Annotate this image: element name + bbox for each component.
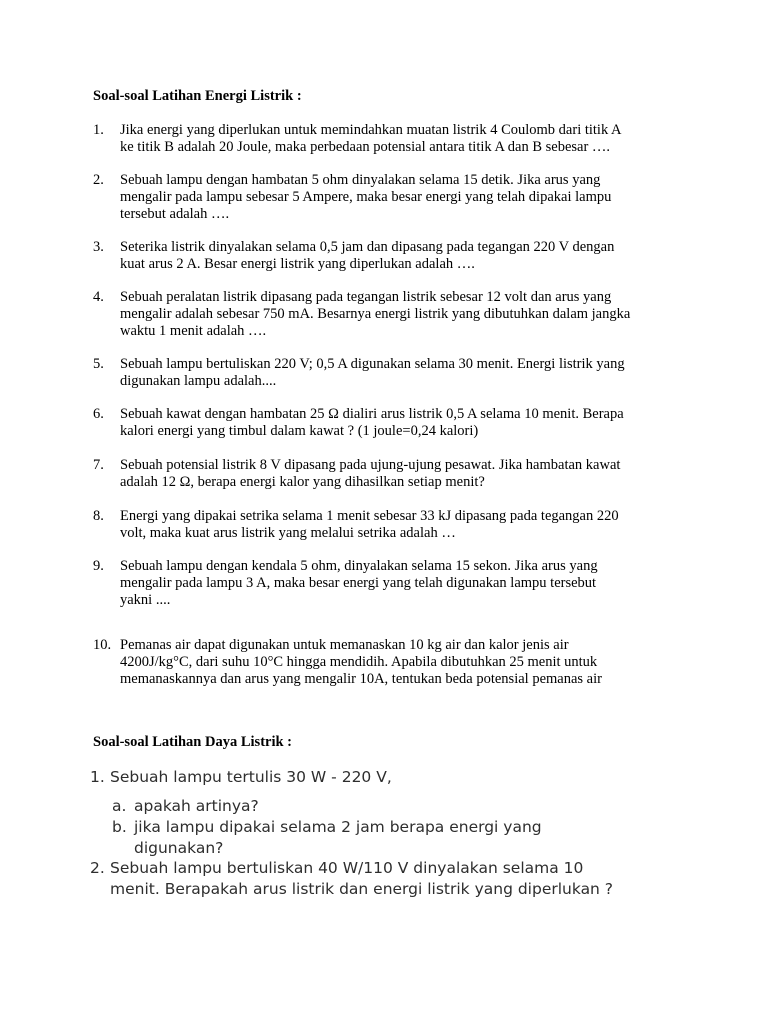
power-question-2 (90, 858, 690, 900)
question-text: Pemanas air dapat digunakan untuk memanaskan 10 kg air dan kalor jenis air 4200J/kg°C, dari suhu 10°C hingga mendidih. Apabila dibutuhkan 25 menit untuk memanaskannya dan arus yang mengalir 10A, tentukan beda potensial pemanas air (120, 637, 602, 687)
subquestion-text: jika lampu dipakai selama 2 jam berapa energi yang digunakan? (134, 818, 542, 857)
subquestion-text: apakah artinya? (134, 797, 259, 815)
question-number: 7. (93, 457, 104, 473)
energy-question-2 (93, 172, 683, 223)
question-number: 2. (90, 859, 105, 877)
energy-question-1 (93, 122, 683, 156)
question-number: 5. (93, 356, 104, 372)
question-text: Sebuah lampu tertulis 30 W - 220 V, (110, 768, 392, 786)
question-number: 1. (93, 122, 104, 138)
question-text: Sebuah lampu dengan kendala 5 ohm, dinyalakan selama 15 sekon. Jika arus yang mengalir pada lampu 3 A, maka besar energi yang telah digunakan lampu tersebut yakni .... (120, 558, 598, 608)
question-number: 1. (90, 768, 105, 786)
energy-question-10 (93, 637, 683, 688)
question-number: 2. (93, 172, 104, 188)
question-number: 8. (93, 508, 104, 524)
question-number: 9. (93, 558, 104, 574)
energy-section-heading: Soal-soal Latihan Energi Listrik : (93, 88, 302, 104)
question-text: Jika energi yang diperlukan untuk memindahkan muatan listrik 4 Coulomb dari titik A ke titik B adalah 20 Joule, maka perbedaan potensial antara titik A dan B sebesar …. (120, 122, 622, 155)
question-text: Sebuah lampu bertuliskan 40 W/110 V dinyalakan selama 10 menit. Berapakah arus listrik dan energi listrik yang diperlukan ? (110, 859, 614, 898)
power-question-1 (90, 767, 690, 788)
subquestion-letter: b. (112, 818, 127, 836)
question-text: Sebuah lampu bertuliskan 220 V; 0,5 A digunakan selama 30 menit. Energi listrik yang digunakan lampu adalah.... (120, 356, 625, 389)
energy-question-8 (93, 508, 683, 542)
question-text: Energi yang dipakai setrika selama 1 menit sebesar 33 kJ dipasang pada tegangan 220 volt, maka kuat arus listrik yang melalui setrika adalah … (120, 508, 619, 541)
power-section-heading: Soal-soal Latihan Daya Listrik : (93, 734, 292, 750)
energy-question-6 (93, 406, 683, 440)
energy-question-3 (93, 239, 683, 273)
energy-question-4 (93, 289, 683, 340)
question-text: Sebuah peralatan listrik dipasang pada tegangan listrik sebesar 12 volt dan arus yang mengalir adalah sebesar 750 mA. Besarnya energi listrik yang dibutuhkan dalam jangka waktu 1 menit adalah …. (120, 289, 631, 339)
subquestion-letter: a. (112, 797, 127, 815)
question-number: 10. (93, 637, 112, 653)
power-question-1a (112, 796, 672, 817)
power-question-1b (112, 817, 672, 859)
energy-question-5 (93, 356, 683, 390)
question-number: 4. (93, 289, 104, 305)
question-text: Sebuah potensial listrik 8 V dipasang pada ujung-ujung pesawat. Jika hambatan kawat adalah 12 Ω, berapa energi kalor yang dihasilkan setiap menit? (120, 457, 621, 490)
question-text: Sebuah lampu dengan hambatan 5 ohm dinyalakan selama 15 detik. Jika arus yang mengalir pada lampu sebesar 5 Ampere, maka besar energi yang telah dipakai lampu tersebut adalah …. (120, 172, 612, 222)
energy-question-9 (93, 558, 683, 609)
question-text: Seterika listrik dinyalakan selama 0,5 jam dan dipasang pada tegangan 220 V dengan kuat arus 2 A. Besar energi listrik yang diperlukan adalah …. (120, 239, 615, 272)
question-number: 3. (93, 239, 104, 255)
energy-question-7 (93, 457, 683, 491)
question-text: Sebuah kawat dengan hambatan 25 Ω dialiri arus listrik 0,5 A selama 10 menit. Berapa kalori energi yang timbul dalam kawat ? (1 joule=0,24 kalori) (120, 406, 624, 439)
question-number: 6. (93, 406, 104, 422)
